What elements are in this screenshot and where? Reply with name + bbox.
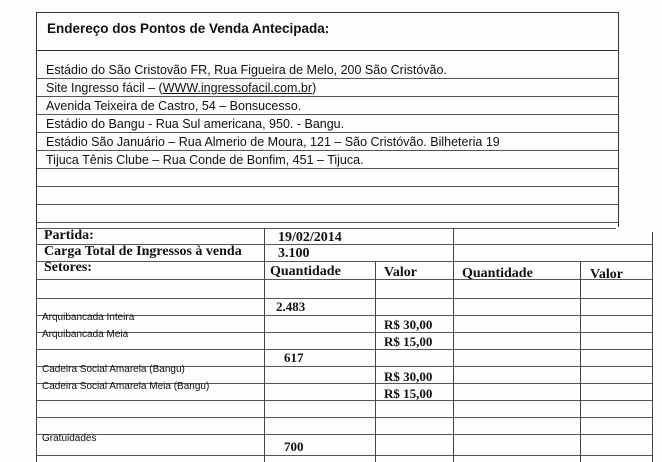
empty-row (37, 169, 618, 187)
sectors-label: Setores: (44, 260, 92, 275)
ingressofacil-link[interactable]: WWW.ingressofacil.com.br (162, 81, 313, 95)
match-date: 19/02/2014 (278, 230, 342, 245)
sector-name: Arquibancada Meia (42, 329, 129, 340)
quantity-header: Quantidade (270, 264, 341, 279)
match-label: Partida: (44, 228, 94, 243)
sector-price: R$ 30,00 (384, 369, 433, 384)
value-header: Valor (384, 265, 417, 280)
total-tickets-value: 3.100 (278, 246, 310, 261)
sector-price: R$ 30,00 (384, 317, 433, 332)
value-header-2: Valor (590, 267, 623, 282)
arquibancada-quantity: 2.483 (276, 299, 306, 314)
quantity-header-2: Quantidade (462, 266, 533, 281)
address-row: Estádio São Januário – Rua Almerio de Moura, 121 – São Cristóvão. Bilheteria 19 (37, 133, 618, 151)
sector-price: R$ 15,00 (384, 386, 433, 401)
address-row: Avenida Teixeira de Castro, 54 – Bonsucesso. (37, 97, 618, 115)
cadeira-quantity: 617 (284, 350, 304, 365)
total-tickets-label: Carga Total de Ingressos à venda (44, 244, 242, 259)
sector-price: R$ 15,00 (384, 334, 433, 349)
address-row: Tijuca Tênis Clube – Rua Conde de Bonfim, 451 – Tijuca. (37, 151, 618, 169)
sector-name: Arquibancada Inteira (42, 312, 135, 323)
empty-row (37, 187, 618, 205)
gratuidades-quantity: 700 (284, 439, 304, 454)
sector-name: Cadeira Social Amarela Meia (Bangu) (42, 381, 210, 392)
sector-name: Cadeira Social Amarela (Bangu) (42, 364, 185, 375)
address-row: Estádio do Bangu - Rua Sul americana, 950. - Bangu. (37, 115, 618, 133)
address-row: Site Ingresso fácil – (WWW.ingressofacil.com.br) (37, 79, 618, 97)
sector-name: Gratuidades (42, 433, 97, 444)
empty-row (37, 205, 618, 223)
address-row: Estádio do São Cristovão FR, Rua Figueira de Melo, 200 São Cristóvão. (37, 61, 618, 79)
sales-points-box (36, 12, 619, 227)
sales-points-title: Endereço dos Pontos de Venda Antecipada: (47, 21, 330, 36)
